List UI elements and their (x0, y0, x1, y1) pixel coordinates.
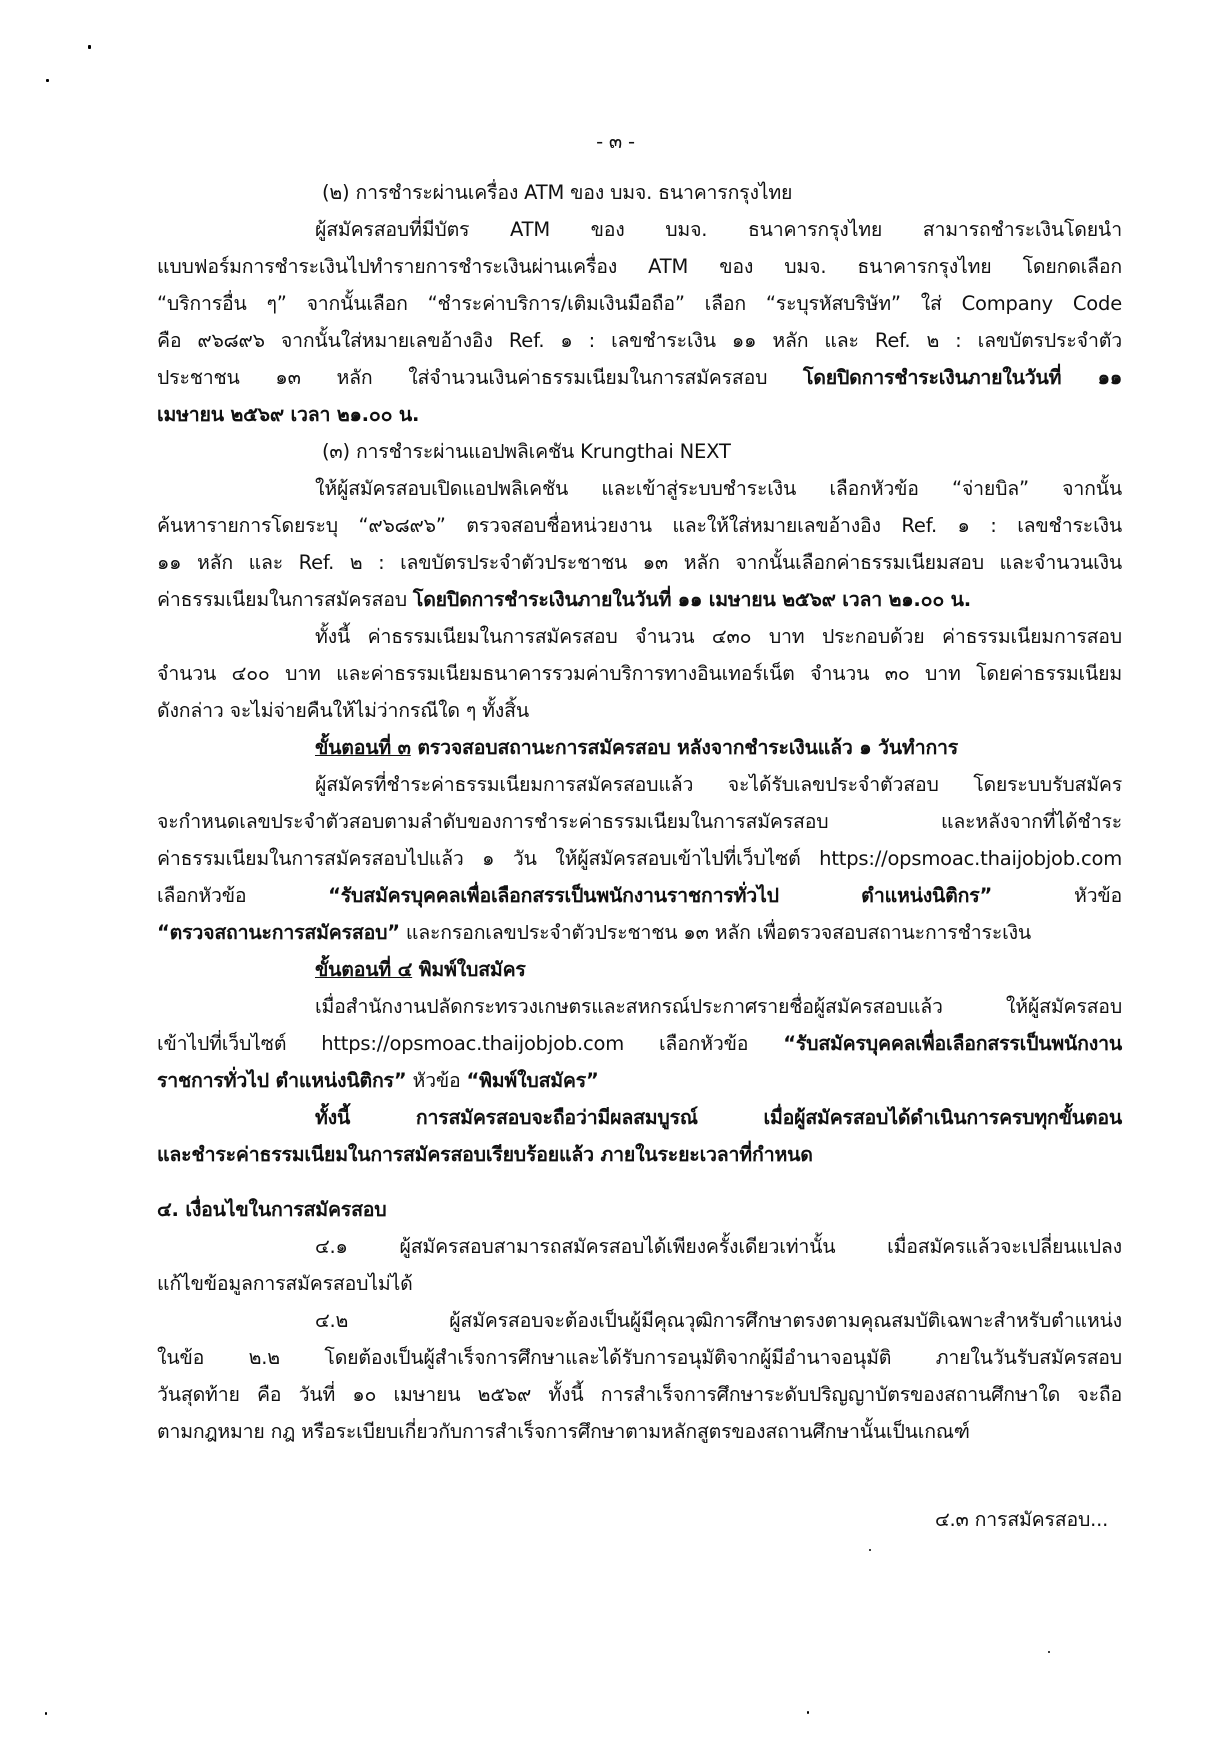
paragraph-line: ๔.๑ ผู้สมัครสอบสามารถสมัครสอบได้เพียงครั้งเดียวเท่านั้น เมื่อสมัครแล้วจะเปลี่ยนแปลง (315, 1235, 1122, 1258)
paragraph-line: วันสุดท้าย คือ วันที่ ๑๐ เมษายน ๒๕๖๙ ทั้งนี้ การสำเร็จการศึกษาระดับปริญญาบัตรของสถานศึกษาใด จะถือ (157, 1383, 1122, 1406)
deadline-text: โดยปิดการชำระเงินภายในวันที่ ๑๑ (803, 366, 1123, 389)
scan-speck (869, 1549, 871, 1551)
paragraph-line: เมื่อสำนักงานปลัดกระทรวงเกษตรและสหกรณ์ประกาศรายชื่อผู้สมัครสอบแล้ว ให้ผู้สมัครสอบ (315, 995, 1122, 1018)
step4-heading (315, 955, 526, 985)
paragraph-line: ทั้งนี้ ค่าธรรมเนียมในการสมัครสอบ จำนวน ๔๓๐ บาท ประกอบด้วย ค่าธรรมเนียมการสอบ (315, 625, 1122, 648)
menu-item-reference: “รับสมัครบุคคลเพื่อเลือกสรรเป็นพนักงานราชการทั่วไป ตำแหน่งนิติกร” (328, 884, 993, 907)
scan-speck (46, 79, 49, 82)
menu-item-reference: “รับสมัครบุคคลเพื่อเลือกสรรเป็นพนักงาน (783, 1032, 1122, 1055)
paragraph-line: แก้ไขข้อมูลการสมัครสอบไม่ได้ (157, 1272, 413, 1295)
text: และกรอกเลขประจำตัวประชาชน ๑๓ หลัก เพื่อตรวจสอบสถานะการชำระเงิน (399, 921, 1032, 944)
text: เข้าไปที่เว็บไซต์ https://opsmoac.thaijobjob.com เลือกหัวข้อ (157, 1032, 784, 1055)
step3-heading (315, 733, 958, 763)
menu-item-reference: “ตรวจสถานะการสมัครสอบ” (157, 921, 400, 944)
section-app-heading: (๓) การชำระผ่านแอปพลิเคชัน Krungthai NEXT (322, 440, 731, 463)
step-label: ขั้นตอนที่ ๓ (315, 736, 411, 759)
page-number: - ๓ - (596, 130, 635, 153)
paragraph-line (157, 881, 1122, 911)
scan-speck (45, 1712, 47, 1715)
paragraph-line (157, 585, 971, 615)
scan-speck (1048, 1651, 1050, 1653)
paragraph-line: ค่าธรรมเนียมในการสมัครสอบไปแล้ว ๑ วัน ให้ผู้สมัครสอบเข้าไปที่เว็บไซต์ https://opsmoac.thaijobjob.com (157, 847, 1122, 870)
paragraph-line: แบบฟอร์มการชำระเงินไปทำรายการชำระเงินผ่านเครื่อง ATM ของ บมจ. ธนาคารกรุงไทย โดยกดเลือก (157, 255, 1122, 278)
paragraph-line: ให้ผู้สมัครสอบเปิดแอปพลิเคชัน และเข้าสู่ระบบชำระเงิน เลือกหัวข้อ “จ่ายบิล” จากนั้น (315, 477, 1122, 500)
deadline-text: โดยปิดการชำระเงินภายในวันที่ ๑๑ เมษายน ๒๕๖๙ เวลา ๒๑.๐๐ น. (412, 588, 971, 611)
paragraph-line (157, 1029, 1122, 1059)
continuation-marker: ๔.๓ การสมัครสอบ... (935, 1508, 1109, 1531)
scan-speck (88, 45, 91, 49)
paragraph-line: ทั้งนี้ การสมัครสอบจะถือว่ามีผลสมบูรณ์ เมื่อผู้สมัครสอบได้ดำเนินการครบทุกขั้นตอน (315, 1106, 1122, 1129)
paragraph-line: ค้นหารายการโดยระบุ “๙๖๘๙๖” ตรวจสอบชื่อหน่วยงาน และให้ใส่หมายเลขอ้างอิง Ref. ๑ : เลขชำระเงิน (157, 514, 1122, 537)
menu-item-reference: ราชการทั่วไป ตำแหน่งนิติกร” (157, 1069, 407, 1092)
paragraph-line (157, 363, 1122, 393)
section4-heading: ๔. เงื่อนไขในการสมัครสอบ (157, 1198, 387, 1221)
paragraph-line: ผู้สมัครที่ชำระค่าธรรมเนียมการสมัครสอบแล้ว จะได้รับเลขประจำตัวสอบ โดยระบบรับสมัคร (315, 773, 1122, 796)
text: ประชาชน ๑๓ หลัก ใส่จำนวนเงินค่าธรรมเนียมในการสมัครสอบ (157, 366, 804, 389)
deadline-text: เมษายน ๒๕๖๙ เวลา ๒๑.๐๐ น. (157, 403, 420, 426)
paragraph-line: จำนวน ๔๐๐ บาท และค่าธรรมเนียมธนาคารรวมค่าบริการทางอินเทอร์เน็ต จำนวน ๓๐ บาท โดยค่าธรรมเนียม (157, 662, 1122, 685)
paragraph-line: ผู้สมัครสอบที่มีบัตร ATM ของ บมจ. ธนาคารกรุงไทย สามารถชำระเงินโดยนำ (315, 218, 1122, 241)
paragraph-line (157, 918, 1031, 948)
text: หัวข้อ (992, 884, 1122, 907)
paragraph-line: และชำระค่าธรรมเนียมในการสมัครสอบเรียบร้อยแล้ว ภายในระยะเวลาที่กำหนด (157, 1143, 813, 1166)
paragraph-line: ตามกฎหมาย กฎ หรือระเบียบเกี่ยวกับการสำเร็จการศึกษาตามหลักสูตรของสถานศึกษานั้นเป็นเกณฑ์ (157, 1420, 970, 1443)
paragraph-line: ในข้อ ๒.๒ โดยต้องเป็นผู้สำเร็จการศึกษาและได้รับการอนุมัติจากผู้มีอำนาจอนุมัติ ภายในวันรับสมัครสอบ (157, 1346, 1122, 1369)
paragraph-line: “บริการอื่น ๆ” จากนั้นเลือก “ชำระค่าบริการ/เติมเงินมือถือ” เลือก “ระบุรหัสบริษัท” ใส่ Company Code (157, 292, 1122, 315)
paragraph-line: จะกำหนดเลขประจำตัวสอบตามลำดับของการชำระค่าธรรมเนียมในการสมัครสอบ และหลังจากที่ได้ชำระ (157, 810, 1122, 833)
text: เลือกหัวข้อ (157, 884, 329, 907)
step-title: พิมพ์ใบสมัคร (412, 958, 526, 981)
step-label: ขั้นตอนที่ ๔ (315, 958, 413, 981)
paragraph-line: ๑๑ หลัก และ Ref. ๒ : เลขบัตรประจำตัวประชาชน ๑๓ หลัก จากนั้นเลือกค่าธรรมเนียมสอบ และจำนวนเงิน (157, 551, 1122, 574)
menu-item-reference: “พิมพ์ใบสมัคร” (466, 1069, 599, 1092)
section-atm-heading: (๒) การชำระผ่านเครื่อง ATM ของ บมจ. ธนาคารกรุงไทย (322, 181, 793, 204)
text: ค่าธรรมเนียมในการสมัครสอบ (157, 588, 413, 611)
step-title: ตรวจสอบสถานะการสมัครสอบ หลังจากชำระเงินแล้ว ๑ วันทำการ (410, 736, 959, 759)
paragraph-line: คือ ๙๖๘๙๖ จากนั้นใส่หมายเลขอ้างอิง Ref. ๑ : เลขชำระเงิน ๑๑ หลัก และ Ref. ๒ : เลขบัตรประจำตัว (157, 329, 1122, 352)
scan-speck (807, 1711, 809, 1714)
text: หัวข้อ (406, 1069, 467, 1092)
paragraph-line (157, 1066, 599, 1096)
paragraph-line: ๔.๒ ผู้สมัครสอบจะต้องเป็นผู้มีคุณวุฒิการศึกษาตรงตามคุณสมบัติเฉพาะสำหรับตำแหน่ง (315, 1309, 1122, 1332)
paragraph-line: ดังกล่าว จะไม่จ่ายคืนให้ไม่ว่ากรณีใด ๆ ทั้งสิ้น (157, 699, 529, 722)
